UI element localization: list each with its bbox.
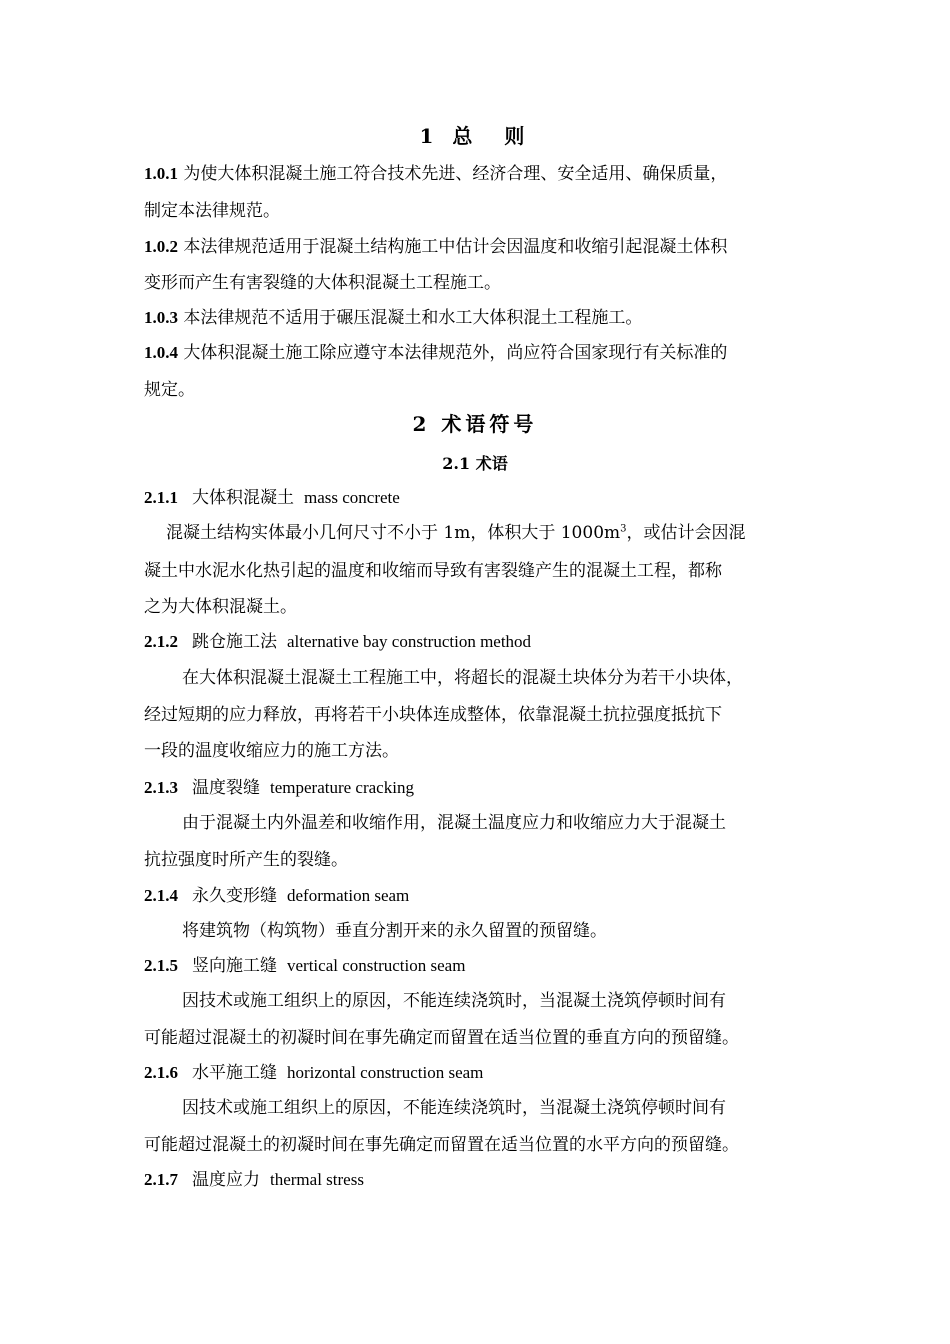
term-2-1-7 (144, 1169, 824, 1191)
chapter-1-title: 1 总 则 (419, 124, 531, 148)
term-cn: 温度应力 (192, 1170, 260, 1190)
clause-1-0-2 (144, 236, 824, 258)
section-2-1-title: 2.1 术语 (442, 454, 508, 473)
chapter-2-title: 2 术语符号 (412, 412, 538, 436)
term-en: temperature cracking (270, 778, 414, 797)
clause-text: 大体积混凝土施工除应遵守本法律规范外，尚应符合国家现行有关标准的 (183, 343, 728, 363)
clause-number: 1.0.4 (144, 343, 178, 362)
term-definition: 可能超过混凝土的初凝时间在事先确定而留置在适当位置的水平方向的预留缝。 (144, 1135, 739, 1155)
term-en: mass concrete (304, 488, 400, 507)
term-definition: 因技术或施工组织上的原因，不能连续浇筑时，当混凝土浇筑停顿时间有 (182, 1098, 726, 1118)
term-definition: 经过短期的应力释放，再将若干小块体连成整体，依靠混凝土抗拉强度抵抗下 (144, 705, 722, 725)
term-cn: 永久变形缝 (192, 886, 277, 906)
term-number: 2.1.2 (144, 632, 178, 651)
term-2-1-5 (144, 955, 824, 977)
clause-text: 本法律规范适用于混凝土结构施工中估计会因温度和收缩引起混凝土体积 (183, 237, 728, 257)
clause-number: 1.0.1 (144, 164, 178, 183)
term-definition: 之为大体积混凝土。 (144, 597, 297, 617)
clause-text-cont: 规定。 (144, 380, 195, 400)
clause-1-0-3 (144, 307, 824, 329)
term-definition: 混凝土结构实体最小几何尺寸不小于 1m，体积大于 $1000m^3$，或估计会因混 (166, 523, 746, 543)
term-number: 2.1.7 (144, 1170, 178, 1189)
term-number: 2.1.3 (144, 778, 178, 797)
clause-text: 本法律规范不适用于碾压混凝土和水工大体积混土工程施工。 (183, 308, 643, 328)
term-en: vertical construction seam (287, 956, 466, 975)
term-en: thermal stress (270, 1170, 364, 1189)
term-cn: 跳仓施工法 (192, 632, 277, 652)
term-definition: 凝土中水泥水化热引起的温度和收缩而导致有害裂缝产生的混凝土工程，都称 (144, 561, 722, 581)
term-cn: 大体积混凝土 (192, 488, 294, 508)
term-number: 2.1.4 (144, 886, 178, 905)
term-definition: 抗拉强度时所产生的裂缝。 (144, 850, 348, 870)
term-definition: 一段的温度收缩应力的施工方法。 (144, 741, 399, 761)
term-definition: 将建筑物（构筑物）垂直分割开来的永久留置的预留缝。 (182, 921, 607, 941)
clause-text-cont: 变形而产生有害裂缝的大体积混凝土工程施工。 (144, 273, 501, 293)
clause-text-cont: 制定本法律规范。 (144, 201, 280, 221)
clause-1-0-4 (144, 342, 824, 364)
term-2-1-6 (144, 1062, 824, 1084)
term-2-1-3 (144, 777, 824, 799)
term-cn: 温度裂缝 (192, 778, 260, 798)
term-2-1-2 (144, 631, 824, 653)
clause-1-0-1 (144, 163, 824, 185)
term-number: 2.1.1 (144, 488, 178, 507)
term-cn: 水平施工缝 (192, 1063, 277, 1083)
term-number: 2.1.5 (144, 956, 178, 975)
term-number: 2.1.6 (144, 1063, 178, 1082)
clause-text: 为使大体积混凝土施工符合技术先进、经济合理、安全适用、确保质量， (183, 164, 728, 184)
term-definition: 在大体积混凝土混凝土工程施工中，将超长的混凝土块体分为若干小块体， (182, 668, 743, 688)
term-2-1-1 (144, 487, 824, 509)
term-cn: 竖向施工缝 (192, 956, 277, 976)
term-en: alternative bay construction method (287, 632, 532, 651)
clause-number: 1.0.3 (144, 308, 178, 327)
term-definition: 由于混凝土内外温差和收缩作用，混凝土温度应力和收缩应力大于混凝土 (182, 813, 726, 833)
term-definition: 可能超过混凝土的初凝时间在事先确定而留置在适当位置的垂直方向的预留缝。 (144, 1028, 739, 1048)
clause-number: 1.0.2 (144, 237, 178, 256)
term-definition: 因技术或施工组织上的原因，不能连续浇筑时，当混凝土浇筑停顿时间有 (182, 991, 726, 1011)
term-en: deformation seam (287, 886, 410, 905)
term-en: horizontal construction seam (287, 1063, 484, 1082)
term-2-1-4 (144, 885, 824, 907)
